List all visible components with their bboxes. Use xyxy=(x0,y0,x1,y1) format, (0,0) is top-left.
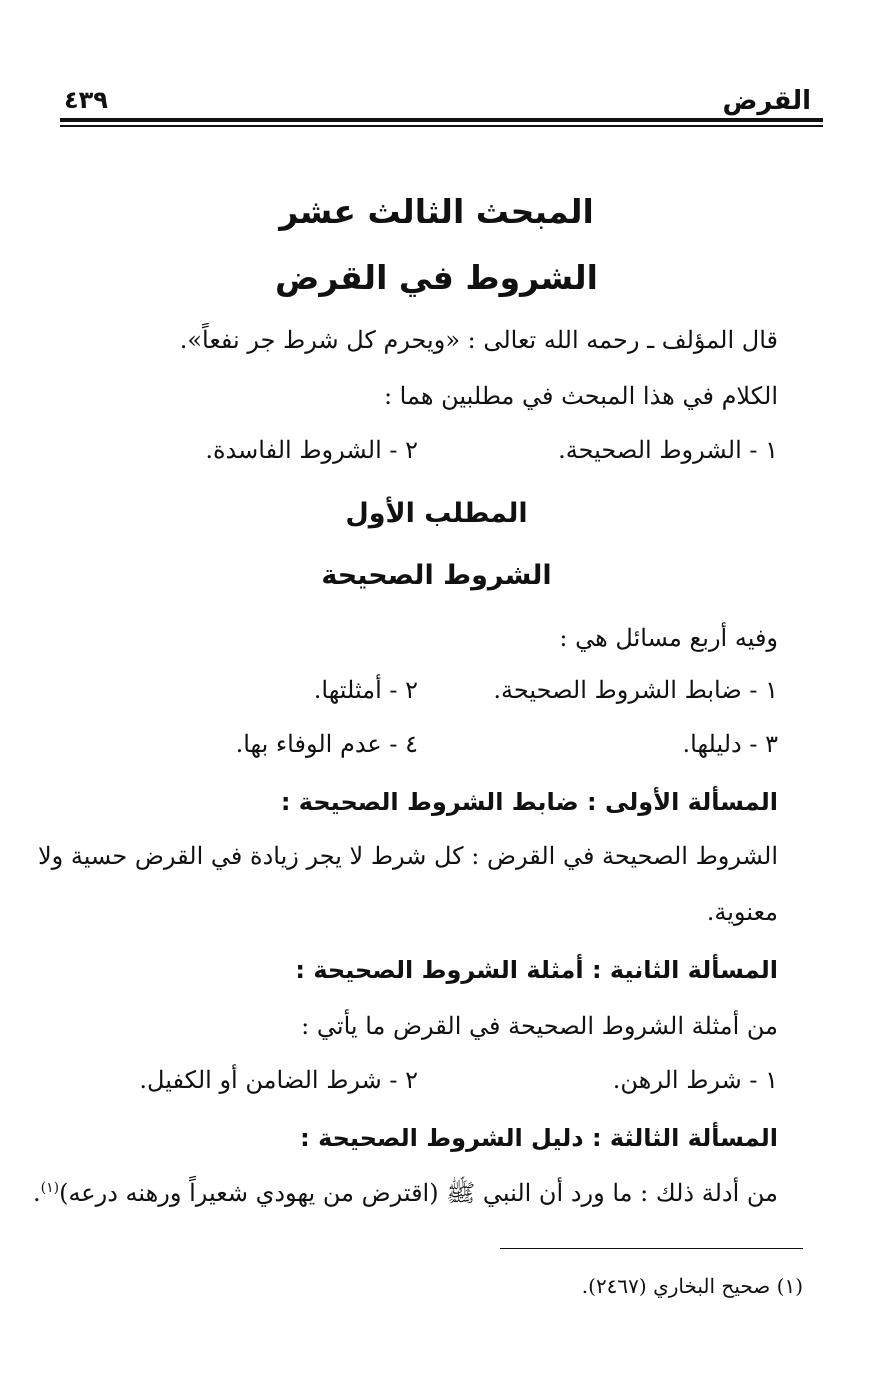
evidence-period: . xyxy=(32,1179,41,1207)
running-header-title: القرض xyxy=(722,86,811,116)
list-item: ٢ - أمثلتها. xyxy=(313,676,418,704)
issues-intro: وفيه أربع مسائل هي : xyxy=(559,624,778,652)
examples-intro: من أمثلة الشروط الصحيحة في القرض ما يأتي : xyxy=(301,1012,778,1040)
footnote-rule xyxy=(500,1248,803,1249)
list-item: ١ - شرط الرهن. xyxy=(612,1066,778,1094)
header-rule-thick xyxy=(60,118,823,122)
list-item: ٤ - عدم الوفاء بها. xyxy=(235,730,418,758)
issue-heading-3: المسألة الثالثة : دليل الشروط الصحيحة : xyxy=(300,1124,778,1152)
list-item: ٢ - الشروط الفاسدة. xyxy=(205,436,418,464)
list-item: ١ - ضابط الشروط الصحيحة. xyxy=(493,676,778,704)
subsection-title: الشروط الصحيحة xyxy=(321,560,552,591)
list-item: ١ - الشروط الصحيحة. xyxy=(558,436,778,464)
section-title: الشروط في القرض xyxy=(275,258,598,297)
author-quote: قال المؤلف ـ رحمه الله تعالى : «ويحرم كل شرط جر نفعاً». xyxy=(179,326,778,354)
intro-paragraph: الكلام في هذا المبحث في مطلبين هما : xyxy=(383,382,778,410)
footnote: (١) صحيح البخاري (٢٤٦٧). xyxy=(581,1274,803,1298)
header-rule-thin xyxy=(60,125,823,127)
list-item: ٢ - شرط الضامن أو الكفيل. xyxy=(139,1066,418,1094)
subsection-heading: المطلب الأول xyxy=(345,498,528,529)
evidence-text: من أدلة ذلك : ما ورد أن النبي ﷺ (اقترض من يهودي شعيراً ورهنه درعه) xyxy=(59,1179,778,1207)
footnote-ref: (١) xyxy=(40,1180,60,1196)
definition-line-2: معنوية. xyxy=(706,898,778,926)
evidence-paragraph xyxy=(33,1178,778,1213)
section-heading: المبحث الثالث عشر xyxy=(279,192,594,231)
list-item: ٣ - دليلها. xyxy=(682,730,778,758)
page-number: ٤٣٩ xyxy=(64,86,108,114)
issue-heading-2: المسألة الثانية : أمثلة الشروط الصحيحة : xyxy=(295,956,778,984)
issue-heading-1: المسألة الأولى : ضابط الشروط الصحيحة : xyxy=(280,788,778,816)
definition-line-1: الشروط الصحيحة في القرض : كل شرط لا يجر زيادة في القرض حسية ولا xyxy=(37,842,778,870)
